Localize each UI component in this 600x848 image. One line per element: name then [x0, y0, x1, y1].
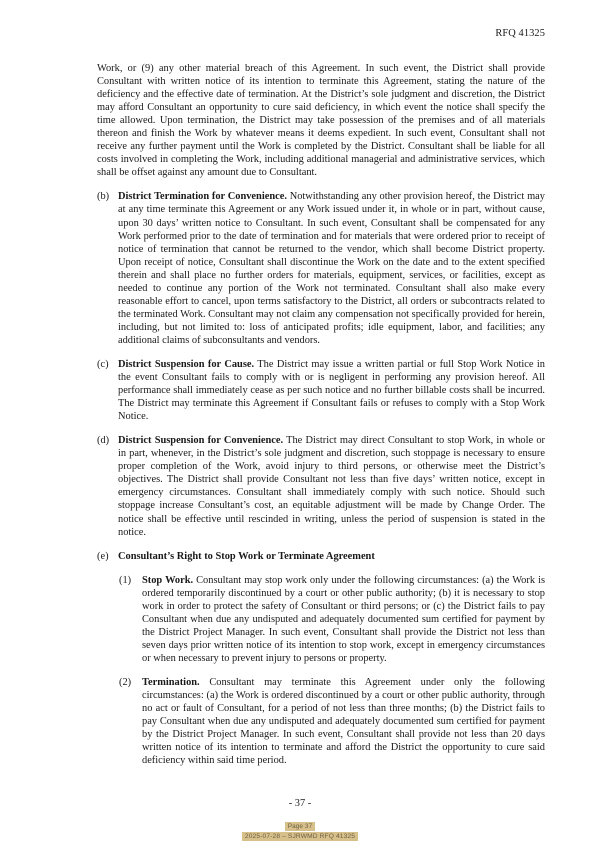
clause-c-body	[118, 358, 545, 423]
clause-b	[97, 190, 545, 347]
running-header	[97, 28, 545, 39]
subitem-2-text: Consultant may terminate this Agreement under only the following circumstances: (a) the Work is ordered discontinued by a court or other public authority, through no act or fault of Consultant, for a period of not less than three months; (b) the District fails to pay Consultant when due any undisputed and adequately documented sum certified for payment by the District Project Manager. In such event, Consultant shall provide not less than 20 days written notice of its intention to terminate and afford the District the opportunity to cure said deficiency within said time period.	[142, 676, 545, 767]
rfq-number: RFQ 41325	[495, 28, 545, 39]
clause-c-title: District Suspension for Cause.	[118, 358, 255, 370]
subitem-2	[119, 676, 545, 767]
clause-c-text: The District may issue a written partial or full Stop Work Notice in the event Consultant fails to comply with or is negligent in performing any provision hereof. All performance shall immediately cease as per such notice and no further billable costs shall be incurred. The District may terminate this Agreement if Consultant fails or refuses to comply with a Stop Work Notice.	[118, 358, 545, 423]
stamp-date-source: 2025-07-28 – SJRWMD RFQ 41325	[242, 832, 358, 841]
subitem-2-title: Termination.	[142, 676, 200, 688]
clause-d	[97, 434, 545, 538]
clause-b-title: District Termination for Convenience.	[118, 191, 287, 203]
clause-e-heading: Consultant’s Right to Stop Work or Terminate Agreement	[118, 550, 375, 562]
clause-d-title: District Suspension for Convenience.	[118, 435, 284, 447]
subitem-1-text: Consultant may stop work only under the following circumstances: (a) the Work is ordered temporarily discontinued by a court or other public authority; (b) it is necessary to stop work in order to protect the safety of Consultant or third persons; or (c) the District fails to pay Consultant when due any undisputed and adequately documented sum certified for payment by the District Project Manager. In such event, Consultant shall provide the District not less than seven days prior written notice of its intention to stop work, except in emergency circumstances or when necessary to prevent injury to persons or property.	[142, 574, 545, 664]
clause-d-marker: (d)	[97, 435, 110, 447]
subitem-2-marker: (2)	[119, 676, 132, 688]
stamp-row-bottom	[0, 832, 600, 841]
page-number-text: - 37 -	[288, 798, 312, 809]
page-stamp-annotation	[0, 822, 600, 841]
subitem-2-body	[142, 676, 545, 767]
clause-d-text: The District may direct Consultant to stop Work, in whole or in part, whenever, in the District’s sole judgment and discretion, such stoppage is necessary to ensure proper completion of the Work, avoid injury to third persons, or otherwise meet the District’s objectives. The District shall provide Consultant not less than five days’ written notice, except in emergency circumstances. Consultant shall immediately comply with such notice. Should such stoppage increase Consultant’s cost, an equitable adjustment will be made by Change Order. The notice shall be effective until rescinded in writing, unless the period of suspension is stated in the notice.	[118, 435, 545, 538]
subitem-1-title: Stop Work.	[142, 574, 194, 586]
stamp-page-label: Page 37	[285, 822, 316, 831]
stamp-row-top	[0, 822, 600, 831]
subitem-1	[119, 574, 545, 665]
paragraph-continuation: Work, or (9) any other material breach of this Agreement. In such event, the District shall provide Consultant with written notice of its intention to terminate this Agreement, stating the nature of the deficiency and the effective date of termination. At the District’s sole judgment and discretion, the District may afford Consultant an opportunity to cure said deficiency, in which event the notice shall specify the time allowed. Upon termination, the District may take possession of the premises and of all materials thereon and finish the Work by whatever means it deems expedient. In such event, Consultant shall not receive any further payment until the Work is completed by the District. Consultant shall be liable for all costs involved in completing the Work, including additional managerial and administrative services, which shall be offset against any amount due to Consultant.	[97, 63, 545, 179]
clause-b-text: Notwithstanding any other provision hereof, the District may at any time terminate this Agreement or any Work issued under it, in whole or in part, without cause, upon 30 days’ written notice to Consultant. In such event, Consultant shall be compensated for any Work performed prior to the date of termination and for materials that were ordered prior to receipt of notice of termination that cannot be returned to the vendor, which shall become District property. Upon receipt of notice, Consultant shall discontinue the Work on the date and to the extent specified therein and shall place no further orders for materials, equipment, services, or facilities, except as needed to continue any portion of the Work not terminated. Consultant shall also make every reasonable effort to cancel, upon terms satisfactory to the District, all orders or subcontracts related to the terminated Work. Consultant may not claim any compensation not specifically provided for herein, including, but not limited to: loss of anticipated profits; idle equipment, labor, and facilities; any additional claims of subconsultants and vendors.	[118, 191, 545, 346]
clause-c-marker: (c)	[97, 358, 109, 370]
document-body	[97, 62, 545, 767]
page-number	[0, 798, 600, 809]
clause-b-body	[118, 190, 545, 347]
subitem-1-body	[142, 574, 545, 665]
clause-c	[97, 358, 545, 423]
clause-b-marker: (b)	[97, 191, 110, 203]
clause-d-body	[118, 434, 545, 538]
subitem-1-marker: (1)	[119, 574, 132, 586]
clause-e-marker: (e)	[97, 550, 109, 562]
clause-e	[97, 550, 545, 563]
